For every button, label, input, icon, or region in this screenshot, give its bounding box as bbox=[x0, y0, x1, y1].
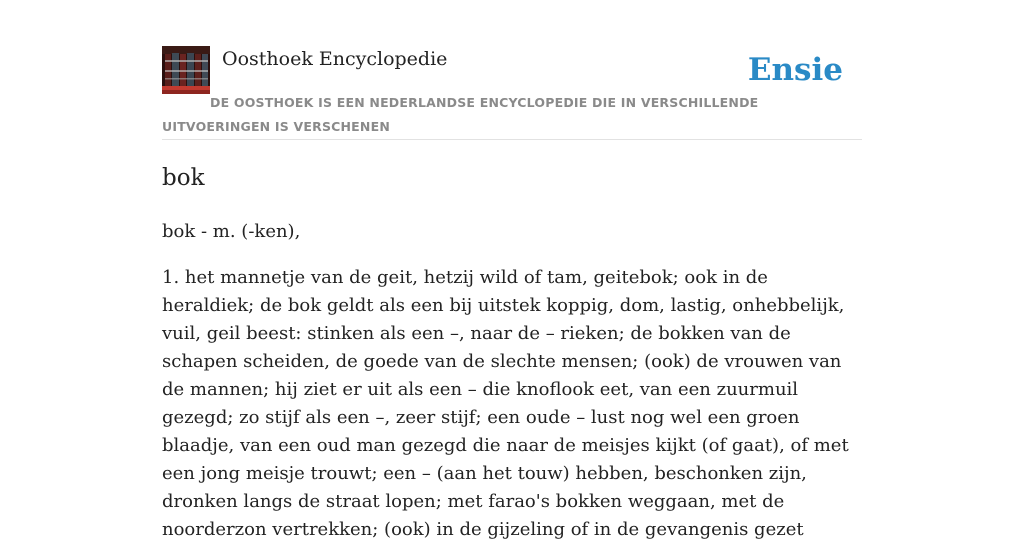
site-tagline: DE OOSTHOEK IS EEN NEDERLANDSE ENCYCLOPEDIE DIE IN VERSCHILLENDE UITVOERINGEN IS VERSCHENEN bbox=[162, 95, 759, 134]
page-title: bok bbox=[162, 165, 205, 191]
article-definition: 1. het mannetje van de geit, hetzij wild of tam, geitebok; ook in de heraldiek; de bok geldt als een bij uitstek koppig, dom, lastig, onhebbelijk, vuil, geil beest: stinken als een –, naar de – rieken; de bokken van de schapen scheiden, de goede van de slechte mensen; (ook) de vrouwen van de mannen; hij ziet er uit als een – die knoflook eet, van een zuurmuil gezegd; zo stijf als een –, zeer stijf; een oude – lust nog wel een groen blaadje, van een oud man gezegd die naar de meisjes kijkt (of gaat), of met een jong meisje trouwt; een – (aan het touw) hebben, beschonken zijn, dronken langs de straat lopen; met farao's bokken weggaan, met de noorderzon vertrekken; (ook) in de gijzeling of in de gevangenis gezet bbox=[162, 267, 849, 540]
article bbox=[162, 160, 864, 544]
site-name[interactable]: Oosthoek Encyclopedie bbox=[222, 48, 448, 70]
article-lemma: bok - m. (-ken), bbox=[162, 221, 301, 242]
brand-logo[interactable]: Ensie bbox=[747, 52, 843, 88]
bookshelf-icon[interactable] bbox=[162, 46, 210, 94]
site-header bbox=[162, 46, 862, 140]
